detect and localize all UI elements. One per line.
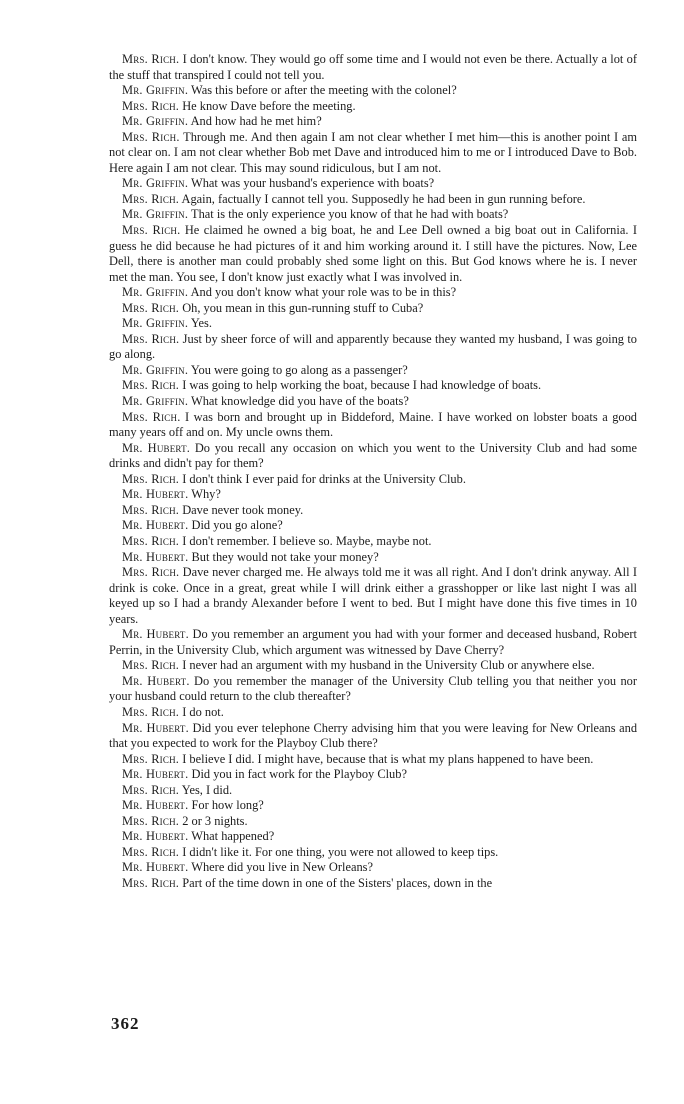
testimony-paragraph bbox=[109, 550, 637, 566]
testimony-paragraph bbox=[109, 114, 637, 130]
testimony-text: Did you ever telephone Cherry advising him that you were leaving for New Orleans and that you expected to work for the Playboy Club there? bbox=[109, 720, 638, 751]
testimony-text: He claimed he owned a big boat, he and Lee Dell owned a big boat out in California. I guess he did because he had pictures of it and him working around it. I still have the pictures. Now, Lee Dell, there is another man could probably shed some light on this. But God knows where he is. I never met the man. You see, I don't know just exactly what I was involved in. bbox=[109, 223, 637, 284]
testimony-paragraph bbox=[109, 301, 637, 317]
speaker-name: Mrs. Rich. bbox=[122, 658, 180, 673]
speaker-name: Mrs. Rich. bbox=[122, 471, 180, 486]
speaker-name: Mrs. Rich. bbox=[122, 502, 180, 517]
speaker-name: Mr. Griffin. bbox=[122, 114, 189, 129]
testimony-paragraph bbox=[109, 860, 637, 876]
testimony-paragraph bbox=[109, 487, 637, 503]
page-number: 362 bbox=[111, 1014, 140, 1033]
speaker-name: Mrs. Rich. bbox=[122, 565, 180, 580]
testimony-paragraph bbox=[109, 674, 637, 705]
speaker-name: Mr. Griffin. bbox=[122, 394, 189, 409]
testimony-text: Oh, you mean in this gun-running stuff to Cuba? bbox=[182, 300, 424, 315]
testimony-paragraph bbox=[109, 332, 637, 363]
speaker-name: Mr. Griffin. bbox=[122, 176, 189, 191]
testimony-text: And how had he met him? bbox=[190, 114, 322, 129]
speaker-name: Mr. Hubert. bbox=[122, 798, 189, 813]
testimony-text: Did you in fact work for the Playboy Club? bbox=[191, 767, 407, 782]
testimony-paragraph bbox=[109, 99, 637, 115]
testimony-text: I never had an argument with my husband in the University Club or anywhere else. bbox=[182, 658, 595, 673]
testimony-text: I don't know. They would go off some time and I would not even be there. Actually a lot of the stuff that transpired I could not tell you. bbox=[109, 52, 637, 82]
testimony-paragraph bbox=[109, 192, 637, 208]
testimony-text: But they would not take your money? bbox=[191, 549, 379, 564]
speaker-name: Mrs. Rich. bbox=[122, 191, 180, 206]
testimony-text: Dave never took money. bbox=[182, 502, 304, 517]
testimony-text: Dave never charged me. He always told me it was all right. And I don't drink anyway. All I drink is coke. Once in a great, great while I will drink either a grasshopper or like last night I was all keyed up so I had a brandy Alexander before I went to bed. But I might have done this five times in 10 years. bbox=[109, 565, 637, 626]
speaker-name: Mr. Hubert. bbox=[122, 673, 190, 688]
testimony-text: 2 or 3 nights. bbox=[182, 813, 248, 828]
testimony-paragraph bbox=[109, 752, 637, 768]
testimony-text: What knowledge did you have of the boats? bbox=[191, 394, 409, 409]
testimony-paragraph bbox=[109, 798, 637, 814]
testimony-paragraph bbox=[109, 721, 637, 752]
testimony-text: What happened? bbox=[191, 829, 275, 844]
testimony-text: And you don't know what your role was to be in this? bbox=[190, 285, 457, 300]
testimony-text: I didn't like it. For one thing, you were not allowed to keep tips. bbox=[182, 844, 499, 859]
speaker-name: Mrs. Rich. bbox=[122, 813, 180, 828]
testimony-paragraph bbox=[109, 316, 637, 332]
testimony-paragraph bbox=[109, 130, 637, 177]
speaker-name: Mrs. Rich. bbox=[122, 704, 180, 719]
speaker-name: Mrs. Rich. bbox=[122, 409, 181, 424]
testimony-text: Again, factually I cannot tell you. Supposedly he had been in gun running before. bbox=[181, 191, 586, 206]
speaker-name: Mr. Hubert. bbox=[122, 518, 189, 533]
testimony-paragraph bbox=[109, 534, 637, 550]
testimony-paragraph bbox=[109, 83, 637, 99]
testimony-paragraph bbox=[109, 394, 637, 410]
testimony-paragraph bbox=[109, 223, 637, 285]
testimony-text: I was going to help working the boat, because I had knowledge of boats. bbox=[182, 378, 542, 393]
speaker-name: Mrs. Rich. bbox=[122, 331, 180, 346]
speaker-name: Mr. Hubert. bbox=[122, 767, 189, 782]
testimony-paragraph bbox=[109, 207, 637, 223]
speaker-name: Mrs. Rich. bbox=[122, 98, 180, 113]
transcript-page bbox=[109, 52, 637, 892]
testimony-paragraph bbox=[109, 285, 637, 301]
speaker-name: Mr. Hubert. bbox=[122, 829, 189, 844]
speaker-name: Mr. Griffin. bbox=[122, 316, 189, 331]
speaker-name: Mr. Griffin. bbox=[122, 207, 189, 222]
testimony-text: Do you recall any occasion on which you went to the University Club and had some drinks and didn't pay for them? bbox=[109, 440, 637, 471]
testimony-text: I do not. bbox=[182, 704, 224, 719]
speaker-name: Mr. Hubert. bbox=[122, 627, 189, 642]
testimony-paragraph bbox=[109, 363, 637, 379]
speaker-name: Mrs. Rich. bbox=[122, 129, 180, 144]
testimony-paragraph bbox=[109, 845, 637, 861]
testimony-text: I don't think I ever paid for drinks at the University Club. bbox=[182, 471, 466, 486]
testimony-text: Yes, I did. bbox=[181, 782, 233, 797]
testimony-text: You were going to go along as a passenger? bbox=[190, 362, 408, 377]
testimony-transcript bbox=[109, 52, 637, 892]
speaker-name: Mr. Griffin. bbox=[122, 362, 189, 377]
speaker-name: Mr. Hubert. bbox=[122, 720, 189, 735]
speaker-name: Mr. Hubert. bbox=[122, 487, 189, 502]
testimony-paragraph bbox=[109, 705, 637, 721]
speaker-name: Mrs. Rich. bbox=[122, 378, 180, 393]
speaker-name: Mr. Hubert. bbox=[122, 440, 191, 455]
testimony-paragraph bbox=[109, 410, 637, 441]
testimony-paragraph bbox=[109, 378, 637, 394]
testimony-text: He know Dave before the meeting. bbox=[182, 98, 356, 113]
testimony-paragraph bbox=[109, 176, 637, 192]
testimony-paragraph bbox=[109, 518, 637, 534]
testimony-text: Part of the time down in one of the Sisters' places, down in the bbox=[182, 875, 493, 890]
testimony-paragraph bbox=[109, 783, 637, 799]
testimony-text: Where did you live in New Orleans? bbox=[191, 860, 373, 875]
testimony-paragraph bbox=[109, 829, 637, 845]
testimony-text: Do you remember an argument you had with your former and deceased husband, Robert Perrin, in the University Club, which argument was witnessed by Dave Cherry? bbox=[109, 627, 637, 657]
testimony-text: Did you go alone? bbox=[191, 518, 283, 533]
speaker-name: Mr. Griffin. bbox=[122, 285, 189, 300]
testimony-text: Through me. And then again I am not clear whether I met him—this is another point I am not clear on. I am not clear whether Bob met Dave and introduced him to me or I introduced Dave to Bob. Here again I am not clear. This may sound ridiculous, but I am not. bbox=[109, 129, 637, 175]
speaker-name: Mrs. Rich. bbox=[122, 782, 180, 797]
speaker-name: Mrs. Rich. bbox=[122, 533, 180, 548]
testimony-paragraph bbox=[109, 627, 637, 658]
testimony-text: That is the only experience you know of that he had with boats? bbox=[191, 207, 509, 222]
testimony-text: Why? bbox=[191, 487, 221, 502]
testimony-paragraph bbox=[109, 503, 637, 519]
speaker-name: Mr. Hubert. bbox=[122, 860, 189, 875]
testimony-paragraph bbox=[109, 876, 637, 892]
testimony-text: What was your husband's experience with boats? bbox=[191, 176, 435, 191]
testimony-text: Do you remember the manager of the University Club telling you that neither you nor your husband could return to the club thereafter? bbox=[109, 673, 637, 704]
testimony-paragraph bbox=[109, 441, 637, 472]
testimony-text: I believe I did. I might have, because that is what my plans happened to have been. bbox=[182, 751, 594, 766]
testimony-paragraph bbox=[109, 658, 637, 674]
testimony-paragraph bbox=[109, 767, 637, 783]
testimony-text: I don't remember. I believe so. Maybe, maybe not. bbox=[182, 533, 432, 548]
testimony-text: Just by sheer force of will and apparently because they wanted my husband, I was going to go along. bbox=[109, 331, 637, 362]
testimony-paragraph bbox=[109, 565, 637, 627]
testimony-text: Was this before or after the meeting with the colonel? bbox=[191, 83, 457, 98]
speaker-name: Mr. Griffin. bbox=[122, 83, 189, 98]
speaker-name: Mrs. Rich. bbox=[122, 300, 180, 315]
testimony-text: I was born and brought up in Biddeford, Maine. I have worked on lobster boats a good many years off and on. My uncle owns them. bbox=[109, 409, 637, 440]
speaker-name: Mrs. Rich. bbox=[122, 844, 180, 859]
testimony-text: For how long? bbox=[191, 798, 264, 813]
testimony-paragraph bbox=[109, 472, 637, 488]
speaker-name: Mrs. Rich. bbox=[122, 223, 181, 238]
speaker-name: Mrs. Rich. bbox=[122, 52, 180, 66]
speaker-name: Mr. Hubert. bbox=[122, 549, 189, 564]
testimony-paragraph bbox=[109, 814, 637, 830]
speaker-name: Mrs. Rich. bbox=[122, 875, 180, 890]
testimony-text: Yes. bbox=[190, 316, 212, 331]
testimony-paragraph bbox=[109, 52, 637, 83]
speaker-name: Mrs. Rich. bbox=[122, 751, 180, 766]
